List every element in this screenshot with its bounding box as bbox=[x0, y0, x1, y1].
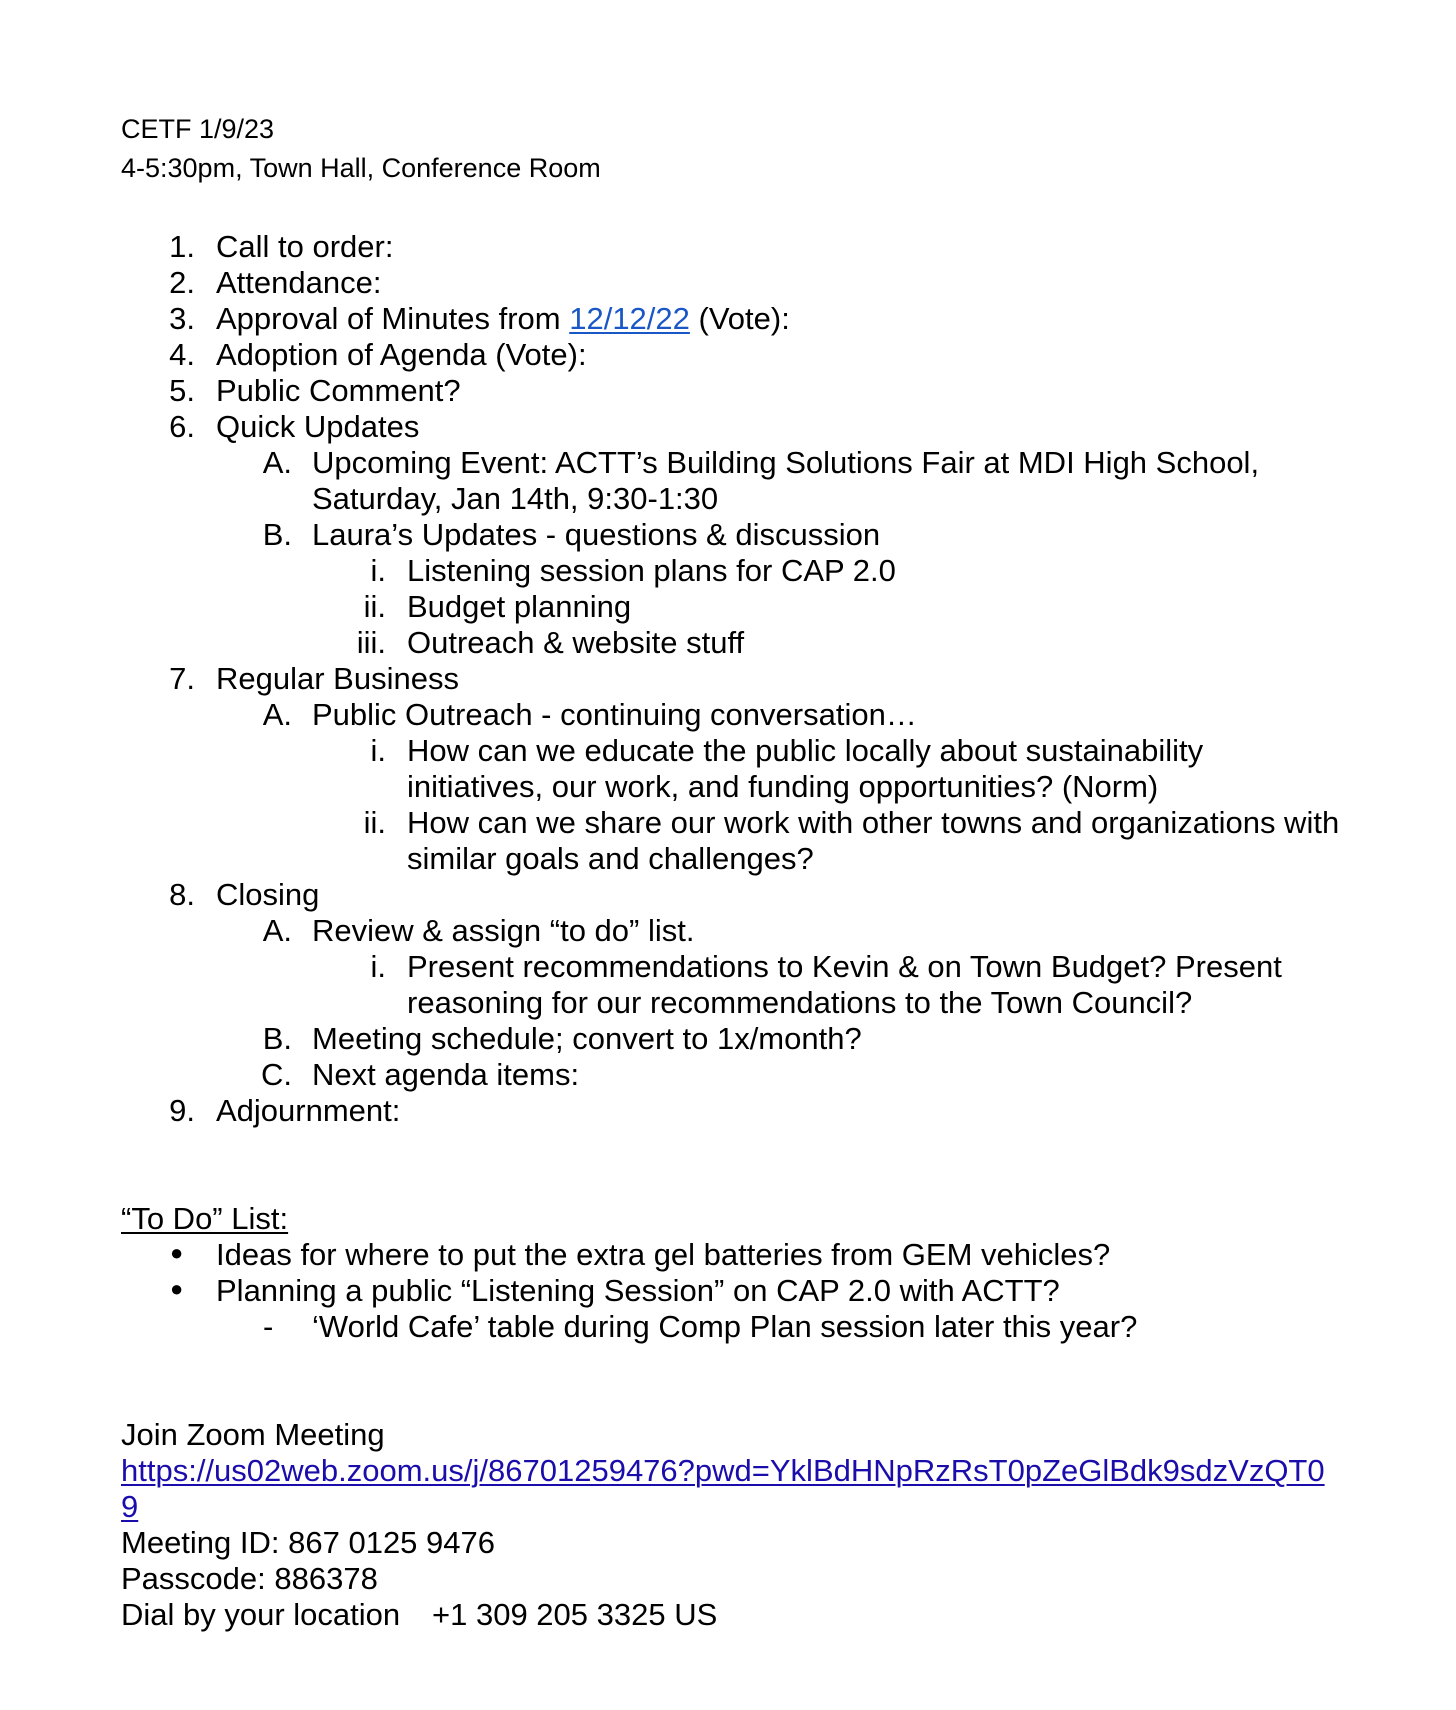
zoom-link-line1[interactable]: https://us02web.zoom.us/j/86701259476?pwd=YklBdHNpRzRsT0pZeGlBdk9sdzVzQT0 bbox=[121, 1453, 1325, 1488]
item-7a-i-line1: How can we educate the public locally about sustainability bbox=[407, 733, 1204, 768]
todo-bullet-1-icon: ● bbox=[170, 1240, 184, 1265]
item-8b-text: Meeting schedule; convert to 1x/month? bbox=[312, 1021, 862, 1056]
item-3-line bbox=[216, 303, 790, 334]
zoom-heading: Join Zoom Meeting bbox=[121, 1417, 385, 1452]
item-8c-letter: C. bbox=[261, 1057, 292, 1092]
item-5-text: Public Comment? bbox=[216, 373, 461, 408]
document-title: CETF 1/9/23 bbox=[121, 114, 275, 144]
todo-item-1: Ideas for where to put the extra gel batteries from GEM vehicles? bbox=[216, 1237, 1111, 1272]
item-8a-text: Review & assign “to do” list. bbox=[312, 913, 695, 948]
minutes-link[interactable]: 12/12/22 bbox=[569, 301, 690, 336]
item-6-number: 6. bbox=[169, 409, 195, 444]
item-9-number: 9. bbox=[169, 1093, 195, 1128]
item-6b-i-text: Listening session plans for CAP 2.0 bbox=[407, 553, 896, 588]
item-7a-ii-numeral: ii. bbox=[363, 805, 386, 840]
item-6b-iii-numeral: iii. bbox=[356, 625, 386, 660]
item-6b-ii-text: Budget planning bbox=[407, 589, 632, 624]
item-4-number: 4. bbox=[169, 337, 195, 372]
item-1-number: 1. bbox=[169, 229, 195, 264]
item-2-number: 2. bbox=[169, 265, 195, 300]
item-6a-letter: A. bbox=[262, 445, 292, 480]
item-6b-letter: B. bbox=[262, 517, 292, 552]
zoom-link-line2[interactable]: 9 bbox=[121, 1489, 139, 1524]
item-7a-ii-line2: similar goals and challenges? bbox=[407, 841, 814, 876]
item-7a-i-numeral: i. bbox=[370, 733, 386, 768]
meeting-id: Meeting ID: 867 0125 9476 bbox=[121, 1525, 495, 1560]
item-2-text: Attendance: bbox=[216, 265, 382, 300]
item-7-number: 7. bbox=[169, 661, 195, 696]
item-3-text-post: (Vote): bbox=[698, 301, 790, 336]
item-6b-iii-text: Outreach & website stuff bbox=[407, 625, 745, 660]
item-8a-i-numeral: i. bbox=[370, 949, 386, 984]
item-3-number: 3. bbox=[169, 301, 195, 336]
item-7a-ii-line1: How can we share our work with other towns and organizations with bbox=[407, 805, 1340, 840]
item-7-text: Regular Business bbox=[216, 661, 459, 696]
todo-dash-icon: - bbox=[263, 1309, 274, 1344]
dial-phone-number: +1 309 205 3325 US bbox=[432, 1597, 718, 1632]
item-6a-line2: Saturday, Jan 14th, 9:30-1:30 bbox=[312, 481, 719, 516]
meeting-location: 4-5:30pm, Town Hall, Conference Room bbox=[121, 153, 601, 183]
item-6b-i-numeral: i. bbox=[370, 553, 386, 588]
item-8a-i-line2: reasoning for our recommendations to the Town Council? bbox=[407, 985, 1193, 1020]
item-1-text: Call to order: bbox=[216, 229, 394, 264]
item-3-text-pre: Approval of Minutes from bbox=[216, 301, 561, 336]
todo-heading: “To Do” List: bbox=[121, 1201, 289, 1236]
todo-bullet-2-icon: ● bbox=[170, 1276, 184, 1301]
item-4-text: Adoption of Agenda (Vote): bbox=[216, 337, 587, 372]
todo-subitem-1: ‘World Cafe’ table during Comp Plan session later this year? bbox=[312, 1309, 1138, 1344]
item-6b-text: Laura’s Updates - questions & discussion bbox=[312, 517, 881, 552]
item-8-number: 8. bbox=[169, 877, 195, 912]
item-6a-line1: Upcoming Event: ACTT’s Building Solutions Fair at MDI High School, bbox=[312, 445, 1260, 480]
item-6-text: Quick Updates bbox=[216, 409, 420, 444]
item-7a-letter: A. bbox=[262, 697, 292, 732]
item-8a-i-line1: Present recommendations to Kevin & on Town Budget? Present bbox=[407, 949, 1282, 984]
item-8a-letter: A. bbox=[262, 913, 292, 948]
item-6b-ii-numeral: ii. bbox=[363, 589, 386, 624]
item-9-text: Adjournment: bbox=[216, 1093, 401, 1128]
item-7a-i-line2: initiatives, our work, and funding opportunities? (Norm) bbox=[407, 769, 1159, 804]
item-8-text: Closing bbox=[216, 877, 320, 912]
dial-label: Dial by your location bbox=[121, 1597, 401, 1632]
item-7a-text: Public Outreach - continuing conversation… bbox=[312, 697, 917, 732]
item-5-number: 5. bbox=[169, 373, 195, 408]
item-8c-text: Next agenda items: bbox=[312, 1057, 580, 1092]
item-8b-letter: B. bbox=[262, 1021, 292, 1056]
todo-item-2: Planning a public “Listening Session” on CAP 2.0 with ACTT? bbox=[216, 1273, 1060, 1308]
passcode: Passcode: 886378 bbox=[121, 1561, 378, 1596]
